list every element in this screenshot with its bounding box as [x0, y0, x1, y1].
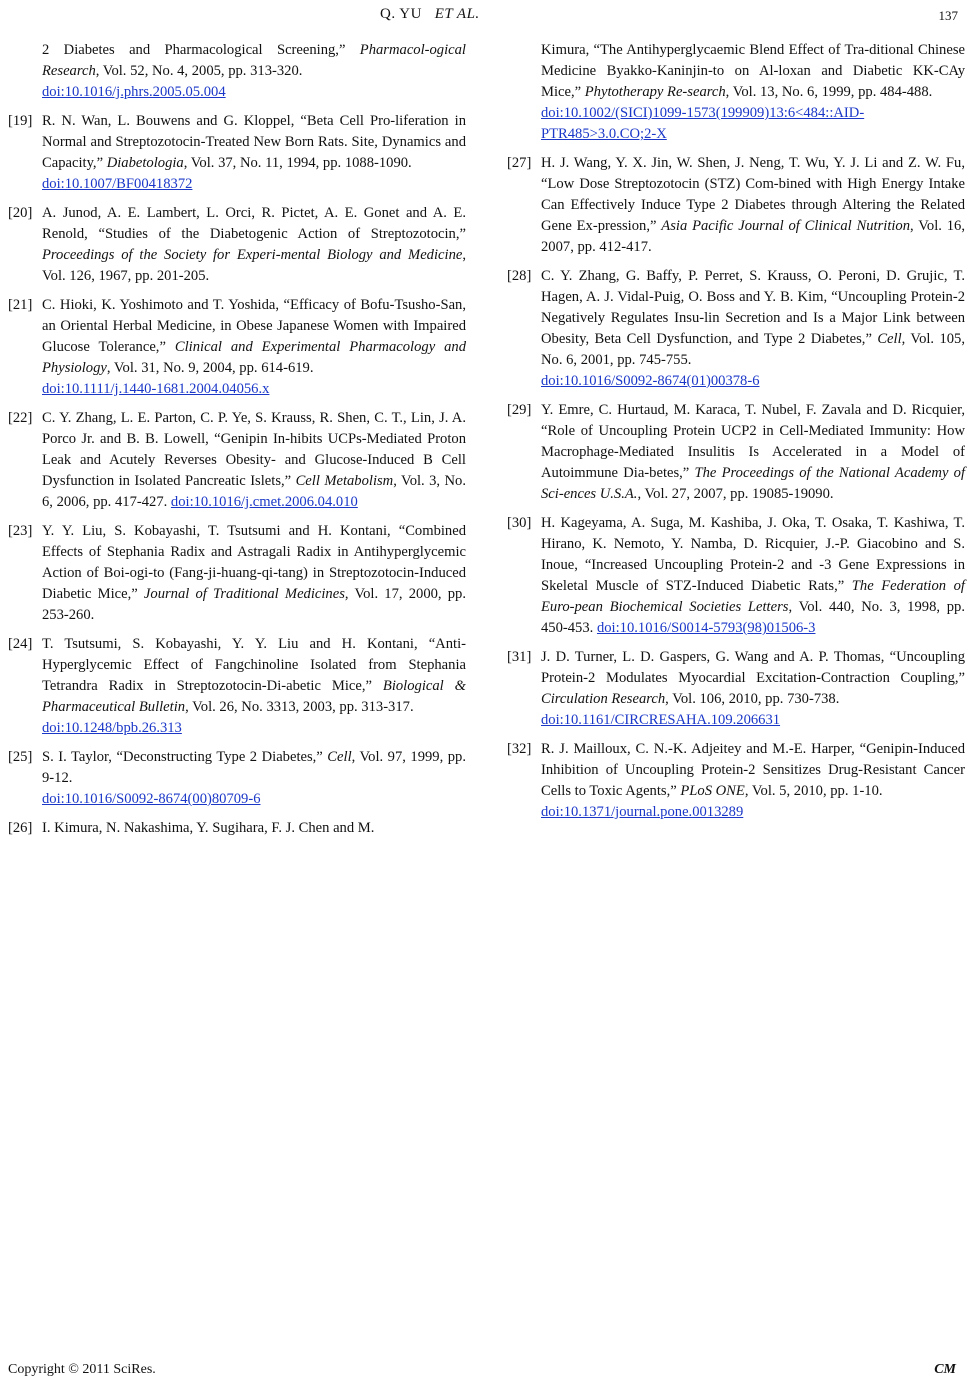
reference-journal: PLoS ONE — [680, 783, 745, 799]
reference-number: [26] — [8, 820, 33, 836]
reference-number: [23] — [8, 523, 33, 539]
reference-entry — [507, 513, 965, 639]
reference-entry — [507, 40, 965, 145]
doi-link[interactable]: doi:10.1016/S0092-8674(01)00378-6 — [541, 373, 760, 389]
reference-journal: Clinical and Experimental Pharmacology and Physiology — [42, 339, 466, 376]
doi-link[interactable]: doi:10.1016/j.phrs.2005.05.004 — [42, 84, 226, 100]
reference-entry — [507, 647, 965, 731]
reference-journal: The Proceedings of the National Academy of Sci-ences U.S.A. — [541, 465, 965, 502]
reference-journal: Cell — [327, 749, 352, 765]
copyright-notice: Copyright © 2011 SciRes. — [8, 1362, 156, 1377]
reference-column-left — [8, 40, 466, 847]
reference-details: , Vol. 31, No. 9, 2004, pp. 614-619. — [106, 360, 314, 376]
reference-entry — [8, 203, 466, 287]
reference-journal: Journal of Traditional Medicines — [143, 586, 345, 602]
reference-entry — [8, 295, 466, 400]
reference-details: , Vol. 17, 2000, pp. 253-260. — [42, 586, 466, 623]
doi-link[interactable]: doi:10.1161/CIRCRESAHA.109.206631 — [541, 712, 781, 728]
reference-entry — [8, 634, 466, 739]
reference-citation: H. Kageyama, A. Suga, M. Kashiba, J. Oka, T. Osaka, T. Kashiwa, T. Hirano, K. Nemoto, Y. Namba, D. Ricquier, J.-P. Giacobino and S. Inoue, “Increased Uncoupling Protein-2 and -3 Gene Expressions in Skeletal Muscle of STZ-Induced Diabetic Rats,” — [541, 515, 965, 594]
reference-citation: C. Y. Zhang, L. E. Parton, C. P. Ye, S. Krauss, R. Shen, C. T., Lin, J. A. Porco Jr. and B. B. Lowell, “Genipin In-hibits UCPs-Mediated Proton Leak and Acutely Reverses Obesity- and Glucose-Induced B Cell Dysfunction in Isolated Pancreatic Islets,” — [42, 410, 466, 489]
reference-citation: I. Kimura, N. Nakashima, Y. Sugihara, F. J. Chen and M. — [42, 820, 375, 836]
reference-details: , Vol. 106, 2010, pp. 730-738. — [665, 691, 840, 707]
reference-details: , Vol. 37, No. 11, 1994, pp. 1088-1090. — [183, 155, 412, 171]
reference-number: [20] — [8, 205, 33, 221]
reference-details: , Vol. 126, 1967, pp. 201-205. — [42, 247, 466, 284]
doi-link[interactable]: doi:10.1248/bpb.26.313 — [42, 720, 182, 736]
running-head-etal: ET AL. — [434, 6, 480, 22]
reference-citation: T. Tsutsumi, S. Kobayashi, Y. Y. Liu and H. Kontani, “Anti-Hyperglycemic Effect of Fangchinoline Isolated from Stephania Tetrandra Radix in Streptozotocin-Di-abetic Mice,” — [42, 636, 466, 694]
doi-link[interactable]: doi:10.1016/S0014-5793(98)01506-3 — [596, 620, 816, 636]
reference-citation: R. N. Wan, L. Bouwens and G. Kloppel, “Beta Cell Pro-liferation in Normal and Streptozotocin-Treated New Born Rats. Site, Dynamics and Capacity,” — [42, 113, 466, 171]
reference-entry — [8, 747, 466, 810]
reference-entry — [507, 400, 965, 505]
reference-journal: The Federation of Euro-pean Biochemical Societies Letters — [541, 578, 965, 615]
doi-link[interactable]: doi:10.1111/j.1440-1681.2004.04056.x — [42, 381, 270, 397]
reference-details: , Vol. 5, 2010, pp. 1-10. — [744, 783, 883, 799]
running-head-author: Q. YU — [380, 6, 422, 22]
reference-number: [29] — [507, 402, 532, 418]
journal-abbreviation: CM — [934, 1362, 956, 1377]
reference-citation: J. D. Turner, L. D. Gaspers, G. Wang and A. P. Thomas, “Uncoupling Protein-2 Modulates Myocardial Excitation-Contraction Coupling,” — [541, 649, 965, 686]
reference-details: , Vol. 97, 1999, pp. 9-12. — [42, 749, 466, 786]
reference-entry — [8, 111, 466, 195]
reference-number: [21] — [8, 297, 33, 313]
reference-number: [22] — [8, 410, 33, 426]
reference-journal: Diabetologia — [106, 155, 184, 171]
reference-citation: Kimura, “The Antihyperglycaemic Blend Effect of Tra-ditional Chinese Medicine Byakko-Kaninjin-to on Al-loxan and Diabetic KK-CAy Mice,” — [541, 42, 965, 100]
reference-citation: 2 Diabetes and Pharmacological Screening,” — [42, 42, 360, 58]
reference-number: [28] — [507, 268, 532, 284]
reference-journal: Cell Metabolism — [295, 473, 394, 489]
reference-citation: S. I. Taylor, “Deconstructing Type 2 Diabetes,” — [42, 749, 328, 765]
reference-details: , Vol. 13, No. 6, 1999, pp. 484-488. — [725, 84, 933, 100]
doi-link[interactable]: doi:10.1016/j.cmet.2006.04.010 — [170, 494, 358, 510]
reference-entry — [8, 521, 466, 626]
reference-entry — [507, 739, 965, 823]
reference-citation: C. Hioki, K. Yoshimoto and T. Yoshida, “Efficacy of Bofu-Tsusho-San, an Oriental Herbal Medicine, in Obese Japanese Women with Impaired Glucose Tolerance,” — [42, 297, 466, 355]
reference-number: [25] — [8, 749, 33, 765]
reference-citation: Y. Y. Liu, S. Kobayashi, T. Tsutsumi and H. Kontani, “Combined Effects of Stephania Radix and Astragali Radix in Antihyperglycemic Action of Boi-ogi-to (Fang-ji-huang-qi-tang) in Streptozotocin-Induced Diabetic Mice,” — [42, 523, 466, 602]
reference-journal: Asia Pacific Journal of Clinical Nutrition — [661, 218, 911, 234]
reference-details: , Vol. 105, No. 6, 2001, pp. 745-755. — [541, 331, 965, 368]
doi-link[interactable]: doi:10.1371/journal.pone.0013289 — [541, 804, 744, 820]
doi-link[interactable]: doi:10.1007/BF00418372 — [42, 176, 193, 192]
reference-details: , Vol. 16, 2007, pp. 412-417. — [541, 218, 965, 255]
reference-citation: C. Y. Zhang, G. Baffy, P. Perret, S. Krauss, O. Peroni, D. Grujic, T. Hagen, A. J. Vidal-Puig, O. Boss and Y. B. Kim, “Uncoupling Protein-2 Negatively Regulates Insu-lin Secretion and Is a Major Link between Obesity, Beta Cell Dysfunction, and Type 2 Diabetes,” — [541, 268, 965, 347]
doi-link[interactable]: doi:10.1016/S0092-8674(00)80709-6 — [42, 791, 261, 807]
reference-number: [32] — [507, 741, 532, 757]
reference-entry — [8, 408, 466, 513]
reference-citation: Y. Emre, C. Hurtaud, M. Karaca, T. Nubel, F. Zavala and D. Ricquier, “Role of Uncoupling Protein UCP2 in Cell-Mediated Immunity: How Macrophage-Mediated Insulitis Is Accelerated in a Model of Autoimmune Dia-betes,” — [541, 402, 965, 481]
reference-number: [27] — [507, 155, 532, 171]
page-number: 137 — [938, 8, 958, 23]
reference-entry — [507, 266, 965, 392]
reference-details: , Vol. 440, No. 3, 1998, pp. 450-453. — [541, 599, 965, 636]
page-footer — [8, 1362, 956, 1382]
reference-number: [31] — [507, 649, 532, 665]
reference-entry — [8, 40, 466, 103]
reference-number: [19] — [8, 113, 33, 129]
reference-details: , Vol. 3, No. 6, 2006, pp. 417-427. — [42, 473, 467, 510]
reference-details: , Vol. 26, No. 3313, 2003, pp. 313-317. — [185, 699, 414, 715]
reference-journal: Circulation Research — [541, 691, 666, 707]
reference-journal: Proceedings of the Society for Experi-mental Biology and Medicine — [42, 247, 463, 263]
reference-column-right — [507, 40, 965, 831]
reference-citation: H. J. Wang, Y. X. Jin, W. Shen, J. Neng, T. Wu, Y. J. Li and Z. W. Fu, “Low Dose Streptozotocin (STZ) Com-bined with High Energy Intake Can Effectively Induce Type 2 Diabetes through Altering the Related Gene Ex-pression,” — [541, 155, 965, 234]
reference-details: , Vol. 27, 2007, pp. 19085-19090. — [637, 486, 834, 502]
page-header — [0, 6, 968, 30]
reference-entry — [8, 818, 466, 839]
reference-journal: Cell — [877, 331, 902, 347]
reference-entry — [507, 153, 965, 258]
reference-citation: R. J. Mailloux, C. N.-K. Adjeitey and M.-E. Harper, “Genipin-Induced Inhibition of Uncoupling Protein-2 Sensitizes Drug-Resistant Cancer Cells to Toxic Agents,” — [541, 741, 965, 799]
reference-number: [30] — [507, 515, 532, 531]
reference-journal: Phytotherapy Re-search — [584, 84, 726, 100]
reference-details: , Vol. 52, No. 4, 2005, pp. 313-320. — [95, 63, 303, 79]
reference-journal: Biological & Pharmaceutical Bulletin — [42, 678, 466, 715]
running-head — [380, 6, 480, 23]
doi-link[interactable]: doi:10.1002/(SICI)1099-1573(199909)13:6<484::AID-PTR485>3.0.CO;2-X — [541, 105, 865, 142]
reference-journal: Pharmacol-ogical Research — [42, 42, 466, 79]
reference-citation: A. Junod, A. E. Lambert, L. Orci, R. Pictet, A. E. Gonet and A. E. Renold, “Studies of the Diabetogenic Action of Streptozotocin,” — [42, 205, 466, 242]
reference-number: [24] — [8, 636, 33, 652]
